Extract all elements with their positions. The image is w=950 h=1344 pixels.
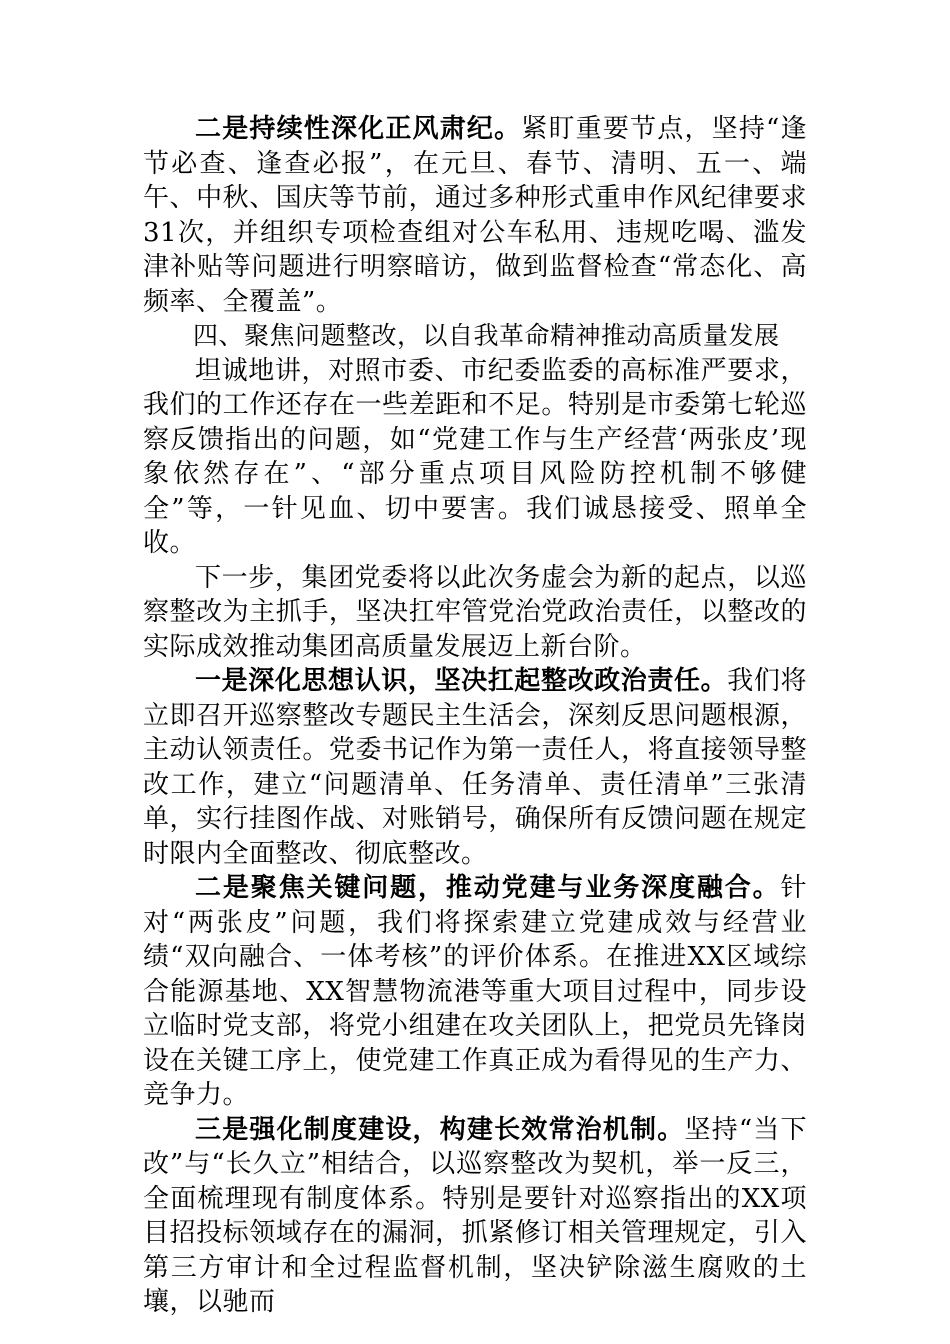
paragraph-next-step xyxy=(143,561,807,665)
paragraph-text: 我们将立即召开巡察整改专题民主生活会，深刻反思问题根源，主动认领责任。党委书记作为第一责任人，将直接领导整改工作，建立“问题清单、任务清单、责任清单”三张清单，实行挂图作战、对账销号，确保所有反馈问题在规定时限内全面整改、彻底整改。 xyxy=(143,666,807,869)
paragraph-text: 坦诚地讲，对照市委、市纪委监委的高标准严要求，我们的工作还存在一些差距和不足。特别是市委第七轮巡察反馈指出的问题，如“党建工作与生产经营‘两张皮’现象依然存在”、“部分重点项目风险防控机制不够健全”等，一针见血、切中要害。我们诚恳接受、照单全收。 xyxy=(143,355,807,558)
document-body xyxy=(143,112,807,1320)
paragraph-lead: 一是深化思想认识，坚决扛起整改政治责任。 xyxy=(195,666,728,696)
section-heading: 四、聚焦问题整改，以自我革命精神推动高质量发展 xyxy=(193,321,780,350)
paragraph-shortcomings xyxy=(143,354,807,561)
paragraph-lead: 三是强化制度建设，构建长效常治机制。 xyxy=(195,1114,685,1145)
paragraph-text: 针对“两张皮”问题，我们将探索建立党建成效与经营业绩“双向融合、一体考核”的评价体系。在推进XX区域综合能源基地、XX智慧物流港等重大项目过程中，同步设立临时党支部，将党小组建在攻关团队上，把党员先锋岗设在关键工序上，使党建工作真正成为看得见的生产力、竞争力。 xyxy=(143,873,807,1110)
paragraph-text: 下一步，集团党委将以此次务虚会为新的起点，以巡察整改为主抓手，坚决扛牢管党治党政治责任，以整改的实际成效推动集团高质量发展迈上新台阶。 xyxy=(143,562,807,662)
paragraph-text: 紧盯重要节点，坚持“逢节必查、逢查必报”，在元旦、春节、清明、五一、端午、中秋、国庆等节前，通过多种形式重申作风纪律要求31次，并组织专项检查组对公车私用、违规吃喝、滥发津补贴等问题进行明察暗访，做到监督检查“常态化、高频率、全覆盖”。 xyxy=(143,114,807,317)
paragraph-thinking xyxy=(143,664,807,871)
paragraph-text: 坚持“当下改”与“长久立”相结合，以巡察整改为契机，举一反三，全面梳理现有制度体系。特别是要针对巡察指出的XX项目招投标领域存在的漏洞，抓紧修订相关管理规定，引入第三方审计和全过程监督机制，坚决铲除滋生腐败的土壤，以驰而 xyxy=(143,1114,807,1317)
paragraph-discipline xyxy=(143,112,807,319)
paragraph-lead: 二是持续性深化正风肃纪。 xyxy=(195,114,522,144)
paragraph-lead: 二是聚焦关键问题，推动党建与业务深度融合。 xyxy=(195,873,781,903)
paragraph-integration xyxy=(143,871,807,1113)
paragraph-institution xyxy=(143,1113,807,1320)
